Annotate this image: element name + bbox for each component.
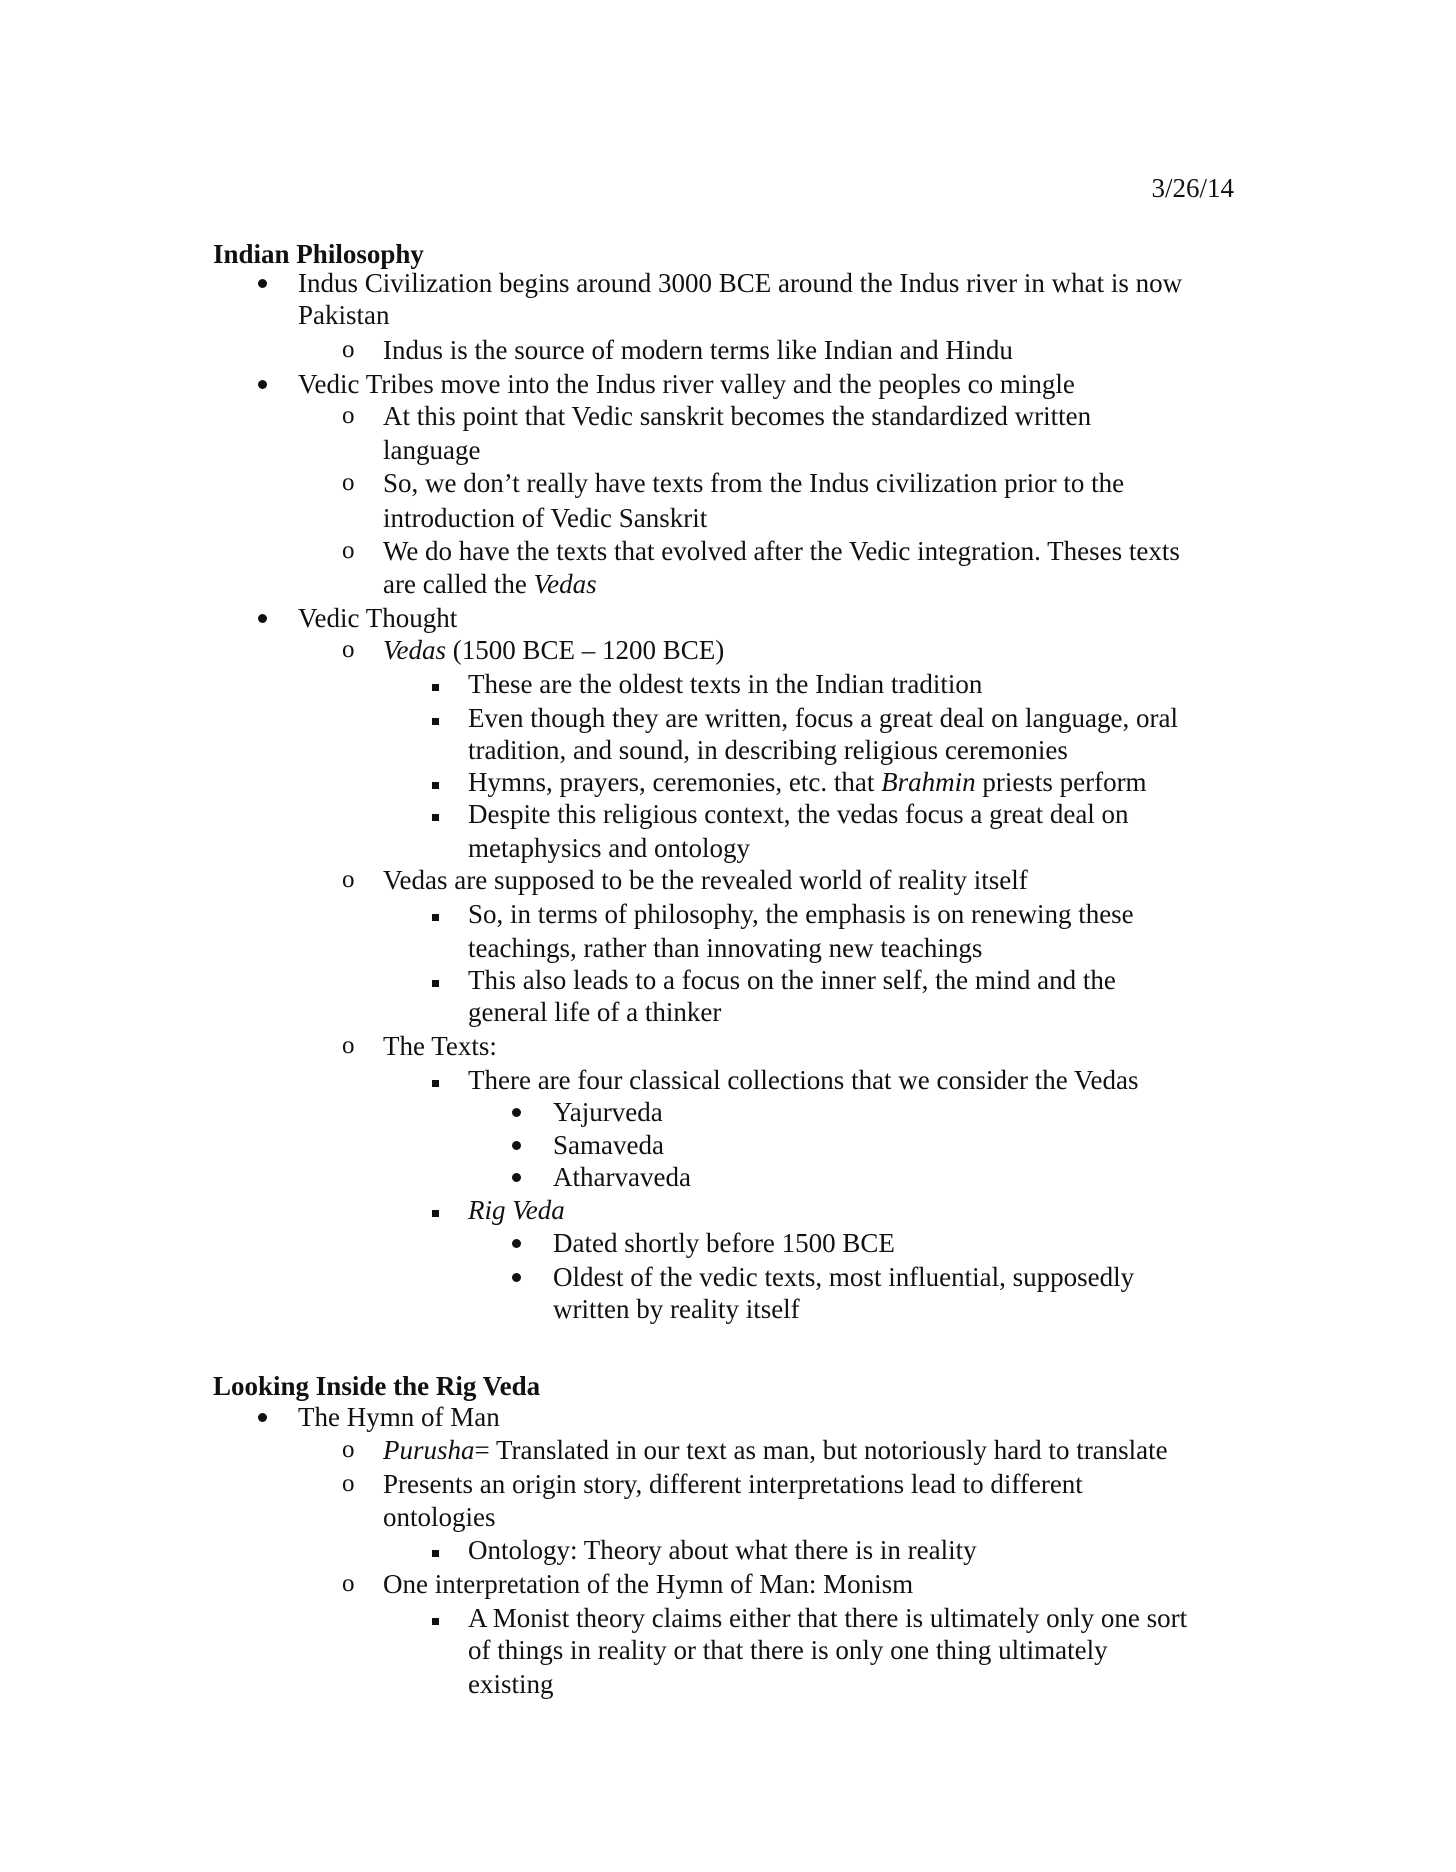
tertiary-bullet-text: There are four classical collections that we consider the Vedas bbox=[468, 1065, 1139, 1095]
circle-bullet-marker: o bbox=[342, 636, 355, 663]
square-bullet-marker bbox=[432, 914, 439, 921]
italic-term: Purusha bbox=[383, 1435, 475, 1465]
sub-bullet-text: At this point that Vedic sanskrit becomes the standardized written bbox=[383, 401, 1092, 431]
text-run: (1500 BCE – 1200 BCE) bbox=[446, 635, 725, 665]
quaternary-bullet-text: Dated shortly before 1500 BCE bbox=[553, 1228, 895, 1258]
bullet-marker bbox=[258, 380, 267, 389]
bullet-marker bbox=[512, 1108, 521, 1117]
bullet-text: Vedic Thought bbox=[298, 603, 458, 633]
text-run: priests perform bbox=[975, 767, 1147, 797]
square-bullet-marker bbox=[432, 1080, 439, 1087]
bullet-text: The Hymn of Man bbox=[298, 1402, 500, 1432]
text-run: = Translated in our text as man, but notoriously hard to translate bbox=[474, 1435, 1168, 1465]
quaternary-bullet-text: Atharvaveda bbox=[553, 1162, 691, 1192]
tertiary-bullet-text: So, in terms of philosophy, the emphasis is on renewing these bbox=[468, 899, 1134, 929]
sub-bullet-text: Indus is the source of modern terms like Indian and Hindu bbox=[383, 335, 1013, 365]
tertiary-bullet-text: existing bbox=[468, 1669, 554, 1699]
sub-bullet-text: Presents an origin story, different interpretations lead to different bbox=[383, 1469, 1083, 1499]
bullet-marker bbox=[258, 614, 267, 623]
section-heading-rig-veda: Looking Inside the Rig Veda bbox=[213, 1371, 541, 1401]
square-bullet-marker bbox=[432, 1618, 439, 1625]
circle-bullet-marker: o bbox=[342, 469, 355, 496]
quaternary-bullet-text: Samaveda bbox=[553, 1130, 664, 1160]
square-bullet-marker bbox=[432, 782, 439, 789]
bullet-marker bbox=[512, 1239, 521, 1248]
square-bullet-marker bbox=[432, 814, 439, 821]
sub-bullet-text: So, we don’t really have texts from the Indus civilization prior to the bbox=[383, 468, 1125, 498]
sub-bullet-text: The Texts: bbox=[383, 1031, 497, 1061]
tertiary-bullet-text: Ontology: Theory about what there is in reality bbox=[468, 1535, 977, 1565]
circle-bullet-marker: o bbox=[342, 866, 355, 893]
square-bullet-marker bbox=[432, 980, 439, 987]
quaternary-bullet-text: Yajurveda bbox=[553, 1097, 663, 1127]
sub-bullet-text bbox=[383, 568, 597, 600]
tertiary-bullet-text: general life of a thinker bbox=[468, 997, 722, 1027]
circle-bullet-marker: o bbox=[342, 402, 355, 429]
tertiary-bullet-text: Even though they are written, focus a great deal on language, oral bbox=[468, 703, 1178, 733]
bullet-text: Indus Civilization begins around 3000 BCE around the Indus river in what is now bbox=[298, 268, 1183, 298]
square-bullet-marker bbox=[432, 718, 439, 725]
circle-bullet-marker: o bbox=[342, 1470, 355, 1497]
sub-bullet-text: Vedas are supposed to be the revealed world of reality itself bbox=[383, 865, 1028, 895]
sub-bullet-text: We do have the texts that evolved after the Vedic integration. Theses texts bbox=[383, 536, 1180, 566]
quaternary-bullet-text: written by reality itself bbox=[553, 1294, 800, 1324]
sub-bullet-text bbox=[383, 634, 724, 666]
bullet-marker bbox=[258, 1413, 267, 1422]
text-run: are called the bbox=[383, 569, 534, 599]
tertiary-bullet-text: A Monist theory claims either that there is ultimately only one sort bbox=[468, 1603, 1188, 1633]
quaternary-bullet-text: Oldest of the vedic texts, most influential, supposedly bbox=[553, 1262, 1135, 1292]
circle-bullet-marker: o bbox=[342, 1436, 355, 1463]
bullet-marker bbox=[512, 1273, 521, 1282]
italic-term: Vedas bbox=[383, 635, 446, 665]
sub-bullet-text bbox=[383, 1434, 1168, 1466]
tertiary-bullet-text: Despite this religious context, the vedas focus a great deal on bbox=[468, 799, 1129, 829]
sub-bullet-text: introduction of Vedic Sanskrit bbox=[383, 503, 708, 533]
bullet-marker bbox=[258, 279, 267, 288]
tertiary-bullet-text: tradition, and sound, in describing religious ceremonies bbox=[468, 735, 1068, 765]
circle-bullet-marker: o bbox=[342, 537, 355, 564]
bullet-marker bbox=[512, 1173, 521, 1182]
sub-bullet-text: One interpretation of the Hymn of Man: Monism bbox=[383, 1569, 914, 1599]
italic-term: Vedas bbox=[533, 569, 597, 599]
section-heading-indian-philosophy: Indian Philosophy bbox=[213, 239, 424, 269]
circle-bullet-marker: o bbox=[342, 1032, 355, 1059]
tertiary-bullet-text: metaphysics and ontology bbox=[468, 833, 750, 863]
circle-bullet-marker: o bbox=[342, 1570, 355, 1597]
bullet-text: Vedic Tribes move into the Indus river valley and the peoples co mingle bbox=[298, 369, 1075, 399]
tertiary-bullet-text: of things in reality or that there is only one thing ultimately bbox=[468, 1635, 1108, 1665]
sub-bullet-text: ontologies bbox=[383, 1502, 496, 1532]
circle-bullet-marker: o bbox=[342, 336, 355, 363]
italic-term: Brahmin bbox=[881, 767, 976, 797]
document-date: 3/26/14 bbox=[1151, 173, 1234, 203]
square-bullet-marker bbox=[432, 684, 439, 691]
bullet-marker bbox=[512, 1141, 521, 1150]
tertiary-bullet-text bbox=[468, 1194, 565, 1226]
tertiary-bullet-text: This also leads to a focus on the inner self, the mind and the bbox=[468, 965, 1116, 995]
sub-bullet-text: language bbox=[383, 435, 481, 465]
text-run: Hymns, prayers, ceremonies, etc. that bbox=[468, 767, 882, 797]
square-bullet-marker bbox=[432, 1550, 439, 1557]
italic-term: Rig Veda bbox=[468, 1195, 565, 1225]
bullet-text: Pakistan bbox=[298, 300, 390, 330]
tertiary-bullet-text bbox=[468, 766, 1147, 798]
square-bullet-marker bbox=[432, 1210, 439, 1217]
tertiary-bullet-text: These are the oldest texts in the Indian tradition bbox=[468, 669, 983, 699]
tertiary-bullet-text: teachings, rather than innovating new teachings bbox=[468, 933, 983, 963]
